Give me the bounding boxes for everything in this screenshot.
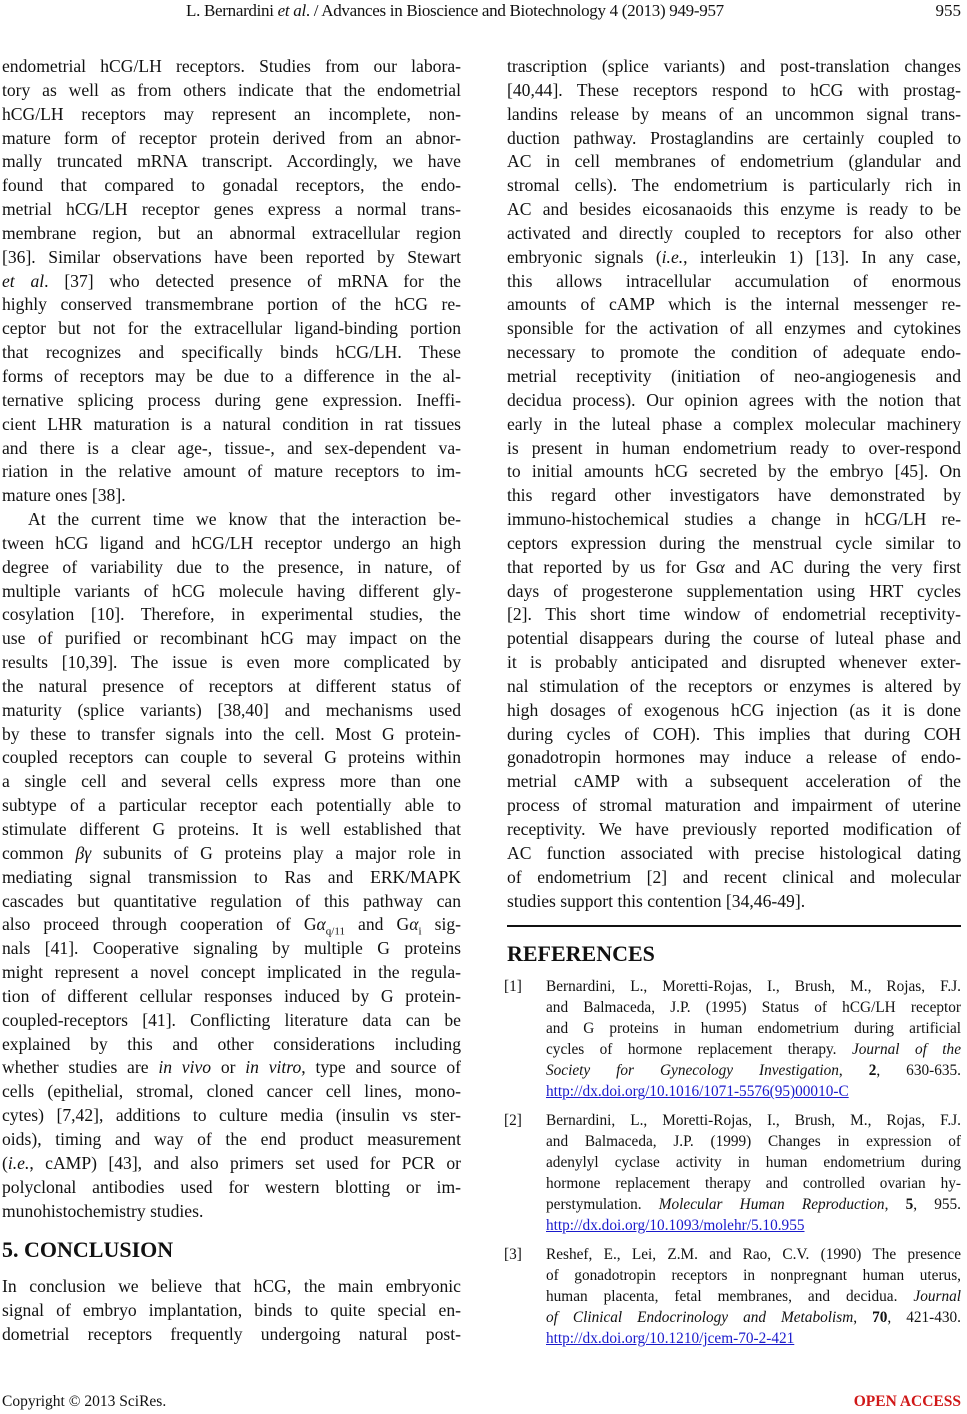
text-line (546, 1039, 961, 1060)
italic-run: in vitro (245, 1057, 302, 1078)
doi-link[interactable]: http://dx.doi.org/10.1016/1071-5576(95)00010-C (546, 1083, 849, 1101)
italic-run: i.e. (661, 246, 684, 267)
text-line: immuno-histochemical studies a change in hCG/LH re- (507, 509, 961, 530)
text-line: membrane region, but an abnormal extracellular region (2, 222, 461, 243)
left-column (2, 55, 461, 1347)
text-line: that recognizes and specifically binds hCG/LH. These (2, 342, 461, 363)
text-run: , 630-635. (876, 1062, 961, 1080)
text-line: nals [41]. Cooperative signaling by multiple G proteins (2, 938, 461, 959)
text-line: [2]. This short time window of endometrial receptivity- (507, 604, 961, 625)
text-run: human placenta, fetal membranes, and decidua. (546, 1288, 914, 1306)
bold-run: 70 (872, 1309, 888, 1327)
text-line (2, 842, 461, 866)
text-run: , (884, 1196, 906, 1214)
text-line: maturity (splice variants) [38,40] and mechanisms used (2, 699, 461, 720)
text-line: amounts of cAMP which is the internal messenger re- (507, 294, 961, 315)
italic-run: i.e. (7, 1152, 30, 1173)
italic-run: Journal (913, 1288, 961, 1306)
italic-run: α (316, 914, 326, 935)
text-line: [36]. Similar observations have been reported by Stewart (2, 246, 461, 267)
text-line: mediating signal transmission to Ras and ERK/MAPK (2, 866, 461, 887)
text-run: ( (2, 1152, 8, 1173)
text-line: stimulate different G proteins. It is well established that (2, 819, 461, 839)
italic-run: βγ (75, 842, 92, 863)
right-column (504, 55, 961, 1357)
text-line: hormone replacement therapy and controlled ovarian hy- (546, 1175, 961, 1193)
bold-run: 2 (868, 1062, 877, 1080)
text-line: and G proteins in human endometrium during artificial (546, 1020, 961, 1038)
text-line: the natural presence of receptors at different status of (2, 675, 461, 696)
page-number: 955 (935, 1, 961, 20)
text-line: coupled receptors can couple to several G proteins within (2, 747, 461, 768)
text-line (546, 1286, 961, 1307)
italic-run: et al (2, 270, 45, 291)
text-line: a single cell and several cells express more than one (2, 771, 461, 792)
text-line: to initial amounts hCG secreted by the embryo [45]. On (507, 461, 961, 482)
text-line: early in the luteal phase a complex molecular machinery (507, 413, 961, 434)
italic-run: in vivo (158, 1057, 212, 1078)
text-line: sponsible for the activation of all enzymes and cytokines (507, 318, 961, 339)
text-line: AC function associated with precise histological dating (507, 842, 961, 863)
text-line: multiple variants of hCG molecule having different gly- (2, 580, 461, 601)
italic-run: Society for Gynecology Investigation (546, 1062, 839, 1080)
text-line: high dosages of exogenous hCG injection (as it is done (507, 699, 961, 720)
text-line: mature ones [38]. (2, 485, 126, 506)
text-line: explained by this and other considerations including (2, 1033, 461, 1054)
text-line: oids), timing and way of the end product measurement (2, 1128, 461, 1149)
text-line: tory as well as from others indicate that the endometrial (2, 79, 461, 100)
text-line (2, 913, 461, 937)
text-run: , type and source of (301, 1057, 461, 1078)
text-line: of gonadotropin receptors in nonpregnant human uterus, (546, 1267, 961, 1285)
text-line (546, 1307, 961, 1328)
text-line: ternative splicing process during gene expression. Ineffi- (2, 389, 461, 410)
text-line: studies support this contention [34,46-49]. (507, 890, 806, 911)
running-title (186, 1, 724, 21)
text-line: riation in the relative amount of mature receptors to im- (2, 461, 461, 482)
text-line: adenylyl cyclase activity in human endometrium during (546, 1154, 961, 1172)
text-line: decidua process). Our opinion agrees with the notion that (507, 389, 961, 410)
text-line: munohistochemistry studies. (2, 1200, 204, 1221)
text-line: forms of receptors may be due to a difference in the al- (2, 365, 461, 386)
text-line (507, 246, 961, 270)
text-line: cascades but quantitative regulation of this pathway can (2, 890, 461, 911)
text-line: receptivity. We have previously reported modification of (507, 819, 961, 839)
running-etal: et al (277, 1, 306, 20)
text-line: found that compared to gonadal receptors, the endo- (2, 175, 461, 196)
copyright: Copyright © 2013 SciRes. (2, 1393, 167, 1410)
text-run: , cAMP) [43], and also primers set used for PCR or (29, 1152, 461, 1173)
text-line: cient LHR maturation is a natural condition in rat tissues (2, 413, 461, 434)
text-line: this allows intracellular accumulation of enormous (507, 270, 961, 291)
references-heading: REFERENCES (507, 941, 655, 967)
text-line: days of progesterone supplementation using HRT cycles (507, 580, 961, 601)
text-line: and Balmaceda, J.P. (1995) Status of hCG/LH receptor (546, 999, 961, 1017)
text-line: landins release by means of an uncommon signal trans- (507, 103, 961, 124)
paragraph (2, 55, 461, 508)
text-line: nal stimulation of the receptors or enzymes is altered by (507, 675, 961, 696)
text-line (546, 1194, 961, 1215)
text-line: of endometrium [2] and recent clinical and molecular (507, 866, 961, 887)
text-line: [40,44]. These receptors respond to hCG with prostag- (507, 79, 961, 100)
text-line: ceptor but not for the extracellular ligand-binding portion (2, 318, 461, 339)
text-line: by these to transfer signals into the cell. Most G protein- (2, 723, 461, 744)
text-line: might represent a novel concept implicated in the regula- (2, 962, 461, 983)
text-line: duction pathway. Prostaglandins are certainly coupled to (507, 127, 961, 148)
text-line: is present in human endometrium ready to over-respond (507, 437, 961, 458)
text-line: degree of variability due to the presence, in nature, of (2, 556, 461, 577)
text-line: it is probably anticipated and disrupted whenever exter- (507, 652, 961, 673)
text-line: Bernardini, L., Moretti-Rojas, I., Brush, M., Rojas, F.J. (546, 978, 961, 996)
text-line (546, 1060, 961, 1081)
text-line: cytes) [7,42], additions to culture media (insulin vs ster- (2, 1105, 461, 1126)
section-heading: 5. CONCLUSION (2, 1237, 174, 1263)
running-header (0, 1, 967, 23)
text-line: mature form of receptor protein derived from an abnor- (2, 127, 461, 148)
open-access-badge: OPEN ACCESS (853, 1393, 961, 1410)
text-line: hCG/LH receptors may represent an incomplete, non- (2, 103, 461, 124)
text-line: trascription (splice variants) and post-translation changes (507, 56, 961, 76)
italic-run: Journal of the (851, 1041, 961, 1059)
text-line: cosylation [10]. Therefore, in experimental studies, the (2, 604, 461, 625)
reference-number: [2] (504, 1112, 522, 1130)
text-line: endometrial hCG/LH receptors. Studies from our labora- (2, 56, 461, 76)
subscript-run: q/11 (325, 925, 345, 938)
reference-number: [1] (504, 978, 522, 996)
text-line (507, 556, 961, 580)
doi-link[interactable]: http://dx.doi.org/10.1210/jcem-70-2-421 (546, 1330, 795, 1348)
text-run: embryonic signals ( (507, 246, 662, 267)
text-line: polyclonal antibodies used for western blotting or im- (2, 1176, 461, 1197)
text-run: common (2, 842, 76, 863)
text-line: this regard other investigators have demonstrated by (507, 485, 961, 506)
text-line: In conclusion we believe that hCG, the main embryonic (2, 1276, 461, 1297)
text-line: tion of different cellular responses induced by G protein- (2, 985, 461, 1006)
italic-run: Molecular Human Reproduction (658, 1196, 885, 1214)
text-run: , interleukin 1) [13]. In any case, (683, 246, 961, 267)
text-line: during cycles of COH). This implies that during COH (507, 723, 961, 744)
text-line: Bernardini, L., Moretti-Rojas, I., Brush, M., Rojas, F.J. (546, 1112, 961, 1130)
text-line: gonadotropin hormones may induce a release of endo- (507, 747, 961, 768)
text-line: subtype of a particular receptor each potentially able to (2, 795, 461, 816)
text-line: and Balmaceda, J.P. (1999) Changes in expression of (546, 1133, 961, 1151)
paragraph (507, 55, 961, 913)
text-run: also proceed through cooperation of G (2, 914, 317, 935)
text-line: ceptors expression during the menstrual cycle similar to (507, 532, 961, 553)
text-run: sig- (421, 914, 461, 935)
text-line: highly conserved transmembrane portion of the hCG re- (2, 294, 461, 315)
text-line: and there is a clear age-, tissue-, and sex-dependent va- (2, 437, 461, 458)
text-line: results [10,39]. The issue is even more complicated by (2, 652, 461, 673)
text-line: AC in cell membranes of endometrium (glandular and (507, 151, 961, 172)
subscript-run: i (418, 925, 422, 938)
text-run: , 421-430. (887, 1309, 961, 1327)
text-line (2, 1056, 461, 1080)
doi-link[interactable]: http://dx.doi.org/10.1093/molehr/5.10.955 (546, 1217, 805, 1235)
paragraph (2, 508, 461, 1223)
text-run: whether studies are (2, 1057, 159, 1078)
text-run: and G (344, 914, 410, 935)
text-run: or (211, 1057, 246, 1078)
text-line: mally truncated mRNA transcript. Accordingly, we have (2, 151, 461, 172)
text-line: process of stromal maturation and impairment of uterine (507, 795, 961, 816)
text-run: , 955. (913, 1196, 961, 1214)
text-line: metrial cAMP with a subsequent acceleration of the (507, 771, 961, 792)
italic-run: of Clinical Endocrinology and Metabolism (546, 1309, 854, 1327)
italic-run: α (715, 556, 725, 577)
text-line: Reshef, E., Lei, Z.M. and Rao, C.V. (1990) The presence (546, 1246, 961, 1264)
text-run: that reported by us for Gs (507, 556, 716, 577)
paragraph (2, 1275, 461, 1347)
text-line: metrial receptivity (initiation of neo-angiogenesis and (507, 365, 961, 386)
text-line: use of purified or recombinant hCG may impact on the (2, 628, 461, 649)
text-line: activated and directly coupled to receptors for also other (507, 222, 961, 243)
text-line: necessary to promote the condition of adequate endo- (507, 342, 961, 363)
running-author: L. Bernardini (186, 1, 278, 20)
text-line: tween hCG ligand and hCG/LH receptor undergo an high (2, 532, 461, 553)
text-run: , (853, 1309, 873, 1327)
reference-item (504, 976, 961, 1102)
italic-run: α (409, 914, 419, 935)
running-journal: . / Advances in Bioscience and Biotechnology 4 (2013) 949-957 (305, 1, 724, 20)
reference-item (504, 1244, 961, 1349)
text-line: metrial hCG/LH receptor genes express a normal trans- (2, 199, 461, 220)
text-run: perstymulation. (546, 1196, 659, 1214)
text-line (2, 270, 461, 294)
bold-run: 5 (905, 1196, 914, 1214)
text-line: signal of embryo implantation, binds to quite special en- (2, 1300, 461, 1321)
text-run: subunits of G proteins play a major role in (91, 842, 461, 863)
text-run: cycles of hormone replacement therapy. (546, 1041, 852, 1059)
text-line (2, 1152, 461, 1176)
text-run: and AC during the very first (724, 556, 961, 577)
text-run: , (838, 1062, 869, 1080)
reference-link-line (546, 1215, 961, 1236)
section-divider (507, 925, 961, 927)
reference-link-line (546, 1081, 961, 1102)
text-line: At the current time we know that the interaction be- (28, 509, 461, 530)
text-line: stromal cells). The endometrium is particularly rich in (507, 175, 961, 196)
text-line: potential disappears during the course of luteal phase and (507, 628, 961, 649)
text-line: AC and besides eicosanaoids this enzyme is ready to be (507, 199, 961, 220)
reference-link-line (546, 1328, 961, 1349)
reference-number: [3] (504, 1246, 522, 1264)
text-line: cells (epithelial, stromal, cloned cancer cell lines, mono- (2, 1081, 461, 1102)
text-line: coupled-receptors [41]. Conflicting literature data can be (2, 1009, 461, 1030)
text-line: dometrial receptors frequently undergoing natural post- (2, 1324, 461, 1345)
text-run: . [37] who detected presence of mRNA for the (44, 270, 461, 291)
reference-item (504, 1110, 961, 1236)
